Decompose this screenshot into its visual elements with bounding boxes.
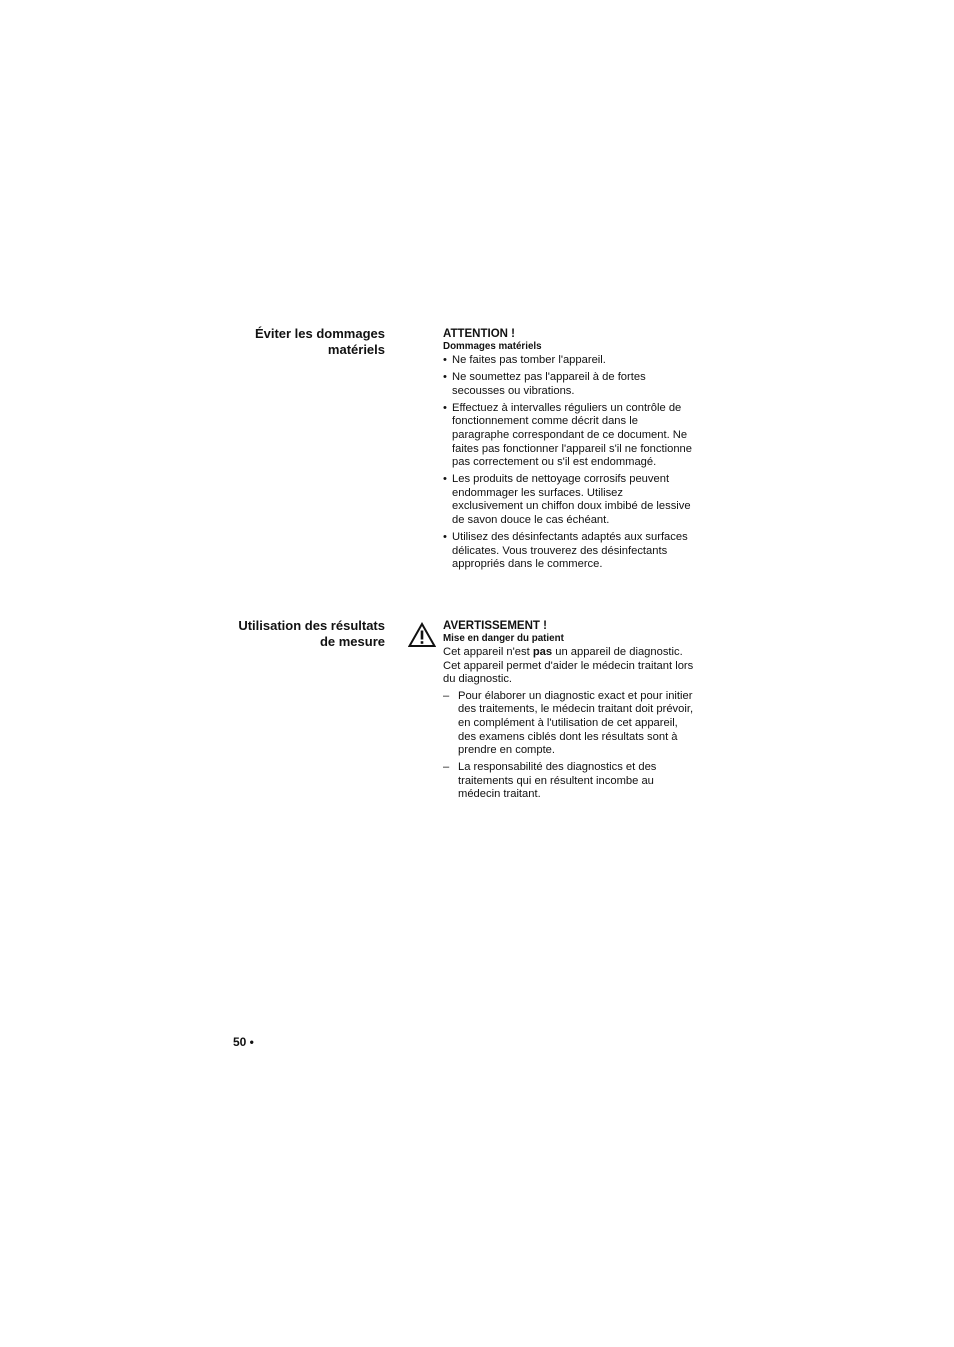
- heading-line-2: de mesure: [319, 634, 385, 649]
- list-item: – Pour élaborer un diagnostic exact et pour initier des traitements, le médecin traitant doit prévoir, en complément à l'utilisation de cet appareil, des examens ciblés dont les résultats sont à prendre en compte.: [443, 690, 695, 758]
- signal-word-attention: ATTENTION !: [443, 328, 515, 340]
- list-item: • Ne faites pas tomber l'appareil.: [443, 354, 695, 368]
- caution-block: [443, 327, 695, 575]
- heading-line-2: matériels: [327, 342, 385, 357]
- heading-line-1: Éviter les dommages: [254, 326, 385, 341]
- warning-block: [443, 619, 695, 806]
- warning-intro: [443, 646, 695, 687]
- intro-emphasis: pas: [532, 646, 553, 658]
- list-item: • Ne soumettez pas l'appareil à de fortes secousses ou vibrations.: [443, 371, 695, 398]
- warning-triangle-icon: [408, 622, 436, 648]
- warning-subtitle: Mise en danger du patient: [443, 633, 564, 644]
- intro-text-end: un appareil de diagnostic. Cet appareil permet d'aider le médecin traitant lors du diagnostic.: [443, 646, 694, 686]
- page-number: 50 •: [233, 1035, 254, 1049]
- intro-text-start: Cet appareil n'est: [443, 646, 533, 658]
- list-item: • Utilisez des désinfectants adaptés aux surfaces délicates. Vous trouverez des désinfectants appropriés dans le commerce.: [443, 531, 695, 572]
- heading-line-1: Utilisation des résultats: [238, 618, 385, 633]
- caution-list: [443, 354, 695, 572]
- signal-word-warning: AVERTISSEMENT !: [443, 620, 547, 632]
- section-heading-measurement-results: [185, 618, 385, 650]
- list-item: • Effectuez à intervalles réguliers un contrôle de fonctionnement comme décrit dans le paragraphe correspondant de ce document. Ne faites pas fonctionner l'appareil s'il ne fonctionne pas correctement ou s'il est endommagé.: [443, 402, 695, 470]
- list-item: – La responsabilité des diagnostics et des traitements qui en résultent incombe au médecin traitant.: [443, 761, 695, 802]
- caution-subtitle: Dommages matériels: [443, 341, 542, 352]
- warning-list: [443, 690, 695, 802]
- list-item: • Les produits de nettoyage corrosifs peuvent endommager les surfaces. Utilisez exclusivement un chiffon doux imbibé de lessive de savon douce le cas échéant.: [443, 473, 695, 527]
- section-heading-material-damage: [185, 326, 385, 358]
